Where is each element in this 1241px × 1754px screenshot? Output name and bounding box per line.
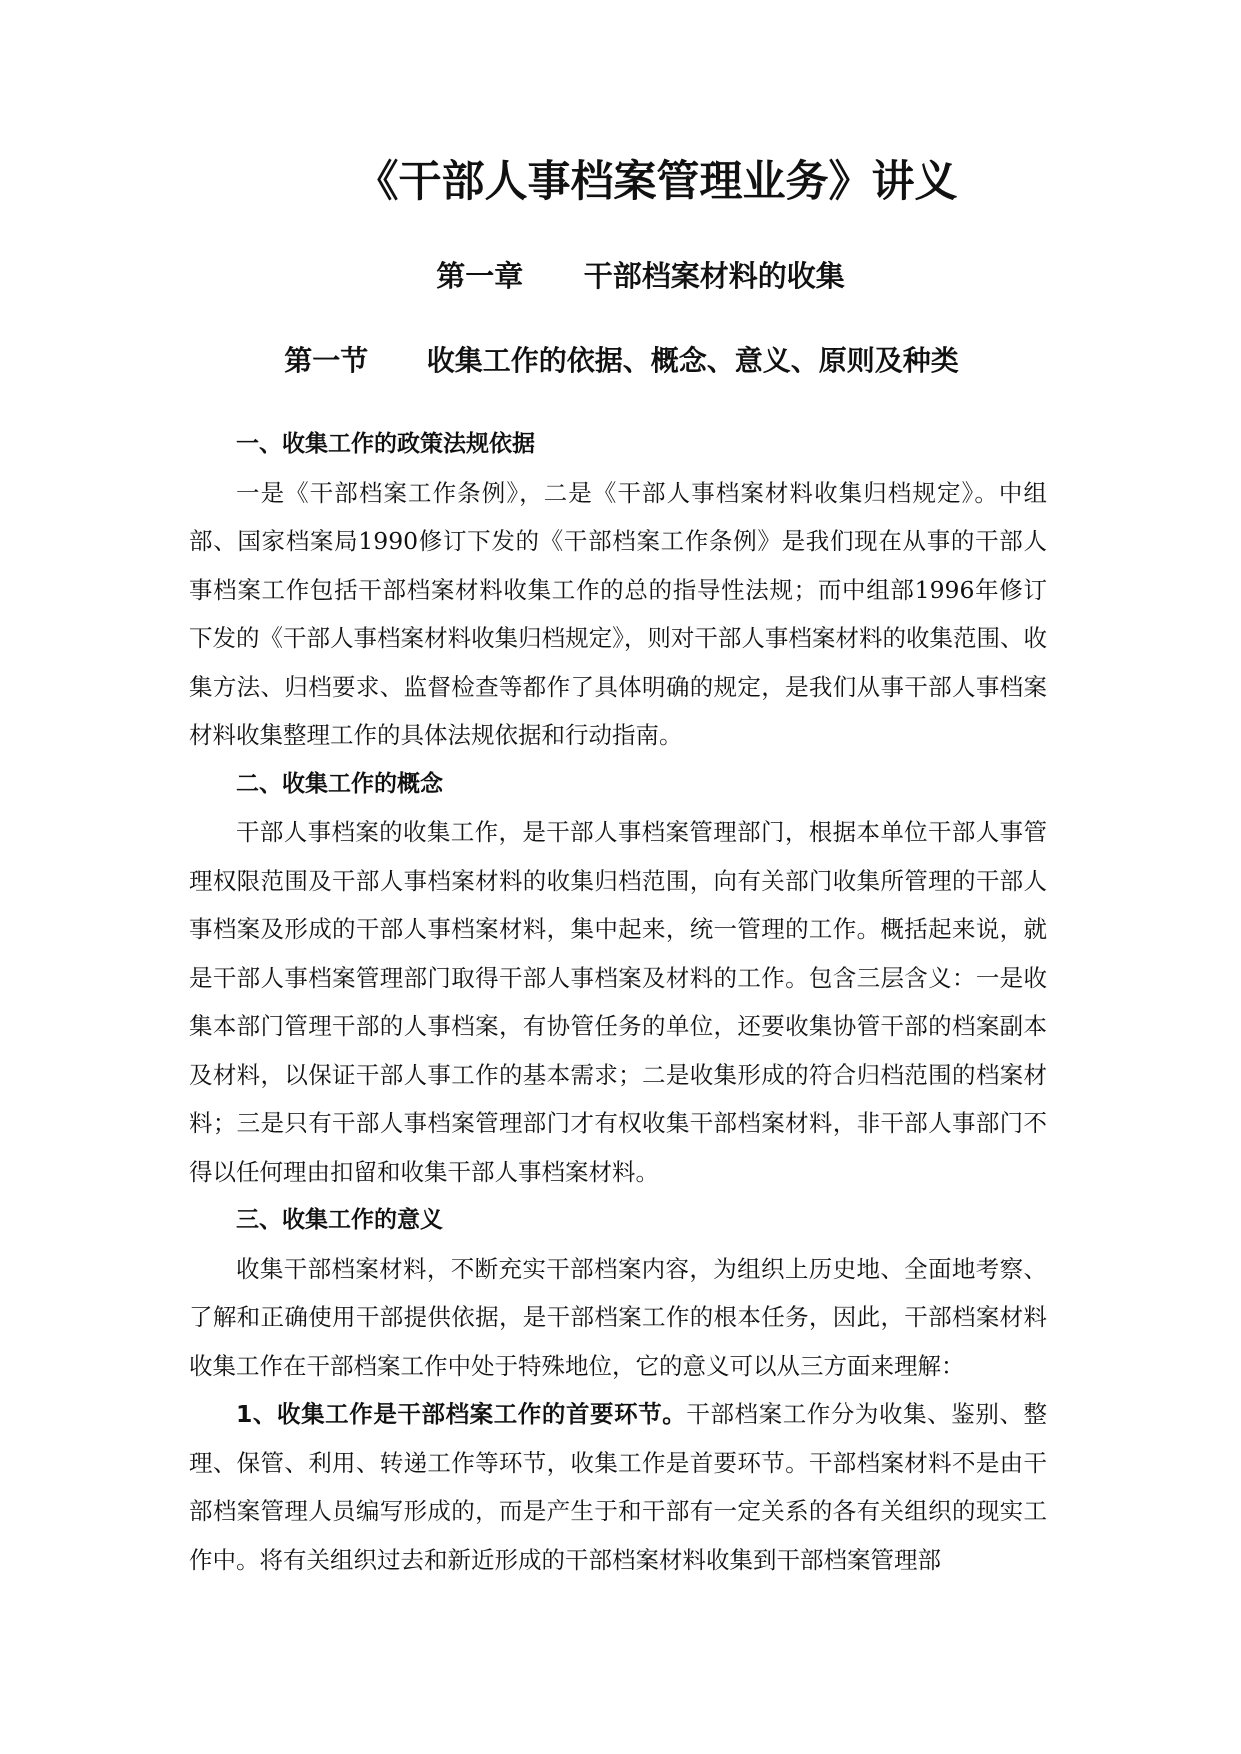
paragraph-significance: 收集干部档案材料，不断充实干部档案内容，为组织上历史地、全面地考察、了解和正确使用干部提供依据，是干部档案工作的根本任务，因此，干部档案材料收集工作在干部档案工作中处于特殊地位，它的意义可以从三方面来理解： <box>189 1254 1047 1380</box>
heading-significance: 三、收集工作的意义 <box>236 1207 443 1233</box>
document-title: 《干部人事档案管理业务》讲义 <box>355 157 958 207</box>
heading-concept: 二、收集工作的概念 <box>236 770 443 797</box>
paragraph-first-step-lead: 1、收集工作是干部档案工作的首要环节。 <box>236 1400 687 1428</box>
paragraph-concept: 干部人事档案的收集工作，是干部人事档案管理部门，根据本单位干部人事管理权限范围及干部人事档案材料的收集归档范围，向有关部门收集所管理的干部人事档案及形成的干部人事档案材料，集中起来，统一管理的工作。概括起来说，就是干部人事档案管理部门取得干部人事档案及材料的工作。包含三层含义：一是收集本部门管理干部的人事档案，有协管任务的单位，还要收集协管干部的档案副本及材料，以保证干部人事工作的基本需求；二是收集形成的符合归档范围的档案材料；三是只有干部人事档案管理部门才有权收集干部档案材料，非干部人事部门不得以任何理由扣留和收集干部人事档案材料。 <box>189 818 1047 1186</box>
paragraph-first-step-text: 干部档案工作分为收集、鉴别、整理、保管、利用、转递工作等环节，收集工作是首要环节。干部档案材料不是由干部档案管理人员编写形成的，而是产生于和干部有一定关系的各有关组织的现实工作中。将有关组织过去和新近形成的干部档案材料收集到干部档案管理部 <box>189 1400 1047 1574</box>
paragraph-first-step <box>189 1390 1047 1584</box>
chapter-title: 第一章 干部档案材料的收集 <box>436 259 845 293</box>
document-body <box>189 420 1047 1584</box>
heading-policy-basis: 一、收集工作的政策法规依据 <box>236 431 535 457</box>
section-title: 第一节 收集工作的依据、概念、意义、原则及种类 <box>284 344 959 377</box>
paragraph-policy-basis: 一是《干部档案工作条例》，二是《干部人事档案材料收集归档规定》。中组部、国家档案局1990修订下发的《干部档案工作条例》是我们现在从事的干部人事档案工作包括干部档案材料收集工作的总的指导性法规；而中组部1996年修订下发的《干部人事档案材料收集归档规定》，则对干部人事档案材料的收集范围、收集方法、归档要求、监督检查等都作了具体明确的规定，是我们从事干部人事档案材料收集整理工作的具体法规依据和行动指南。 <box>189 478 1047 749</box>
